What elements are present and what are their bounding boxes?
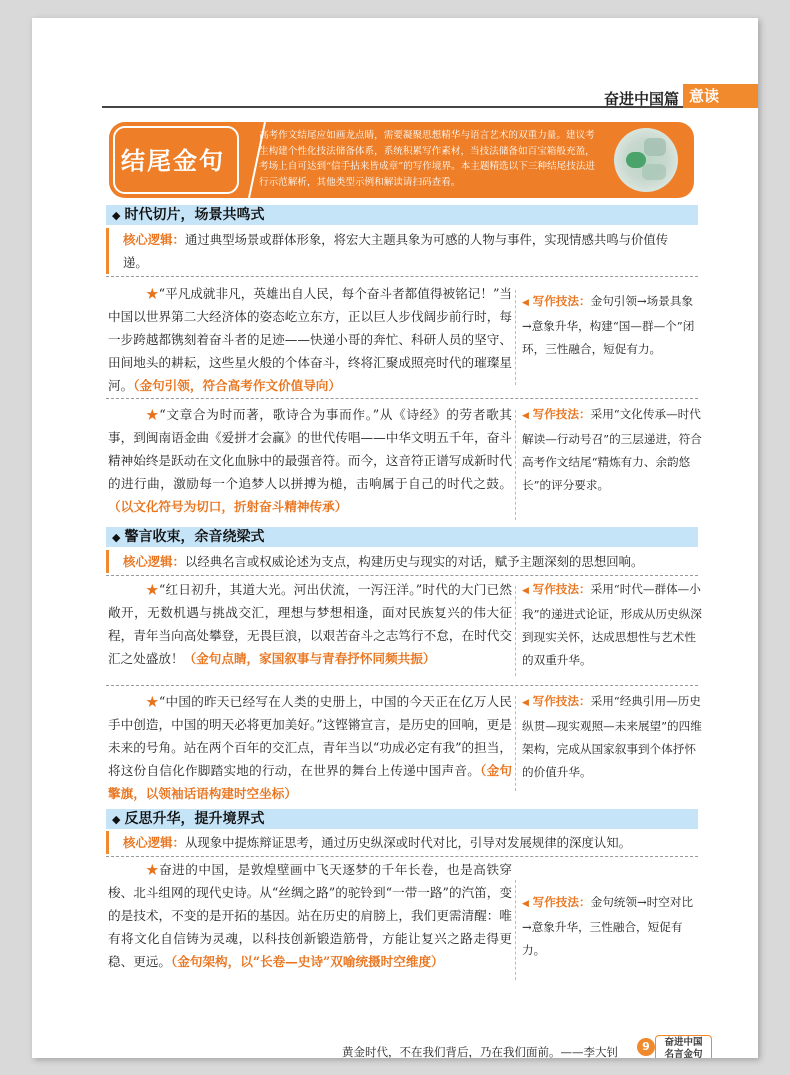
page-number: 9 (637, 1038, 655, 1056)
header-tag: 意读 (683, 84, 758, 108)
divider (515, 586, 516, 676)
triangle-icon: ◀ (522, 586, 529, 596)
section-heading: ◆ 时代切片，场景共鸣式 (106, 205, 698, 225)
diamond-icon: ◆ (112, 531, 121, 544)
triangle-icon: ◀ (522, 899, 529, 909)
example-paragraph: ★“平凡成就非凡，英雄出自人民，每个奋斗者都值得被铭记！”当中国以世界第二大经济体的姿态屹立东方，正以巨人步伐阔步前行时，每一步跨越都镌刻着奋斗者的足迹——快递小哥的奔忙、科研人员的坚守、田间地头的耕耘，这些星火般的个体奋斗，终将汇聚成照亮时代的璀璨星河。（金句引领，符合高考作文价值导向） (108, 286, 513, 393)
divider (106, 575, 698, 576)
star-icon: ★ (146, 582, 159, 597)
divider (515, 410, 516, 520)
banner-title: 结尾金句 (121, 147, 225, 175)
star-icon: ★ (146, 407, 160, 422)
divider (106, 398, 698, 399)
banner-intro: 高考作文结尾应如画龙点睛，需要凝聚思想精华与语言艺术的双重力量。建议考生构建个性化技法储备体系，系统积累写作素材，当技法储备如百宝箱般充盈，考场上自可达到“信手拈来皆成章”的写作境界。本主题精选以下三种结尾技法进行示范解析，其他类型示例和解读请扫码查看。 (259, 130, 595, 188)
core-logic: 核心逻辑：通过典型场景或群体形象，将宏大主题具象为可感的人物与事件，实现情感共鸣与价值传递。 (106, 228, 698, 274)
divider (515, 290, 516, 385)
diamond-icon: ◆ (112, 813, 121, 826)
writing-tip: ◀ 写作技法：金句引领→场景具象→意象升华，构建“国—群—个”闭环，三性融合，短促有力。 (522, 294, 695, 356)
star-icon: ★ (146, 694, 159, 709)
triangle-icon: ◀ (522, 411, 529, 421)
writing-tip: ◀ 写作技法：金句统领→时空对比→意象升华，三性融合，短促有力。 (522, 895, 694, 957)
divider (106, 276, 698, 277)
diamond-icon: ◆ (112, 209, 121, 222)
core-logic: 核心逻辑：从现象中提炼辩证思考，通过历史纵深或时代对比，引导对发展规律的深度认知。 (106, 831, 698, 854)
intro-banner (109, 122, 694, 198)
divider (515, 880, 516, 980)
divider (106, 856, 698, 857)
header-title: 奋进中国篇 (603, 90, 679, 108)
qr-code-icon[interactable] (614, 128, 678, 192)
divider (106, 685, 698, 686)
example-paragraph: ★“中国的昨天已经写在人类的史册上，中国的今天正在亿万人民手中创造，中国的明天必将更加美好。”这铿锵宣言，是历史的回响，更是未来的号角。站在两个百年的交汇点，青年当以“功成必定有我”的担当，将这份自信化作脚踏实地的行动，在世界的舞台上传递中国声音。（金句擎旗，以领袖话语构建时空坐标） (108, 694, 512, 801)
writing-tip: ◀ 写作技法：采用“时代—群体—小我”的递进式论证，形成从历史纵深到现实关怀，达成思想性与艺术性的双重升华。 (522, 582, 702, 667)
example-paragraph: ★奋进的中国，是敦煌壁画中飞天逐梦的千年长卷，也是高铁穿梭、北斗组网的现代史诗。从“丝绸之路”的驼铃到“一带一路”的汽笛，变的是技术，不变的是开拓的基因。站在历史的肩膀上，我们更需清醒：唯有将文化自信铸为灵魂，以科技创新锻造筋骨，方能让复兴之路走得更稳、更远。（金句架构，以“长卷—史诗”双喻统摄时空维度） (108, 862, 513, 969)
footer-quote: 黄金时代，不在我们背后，乃在我们面前。——李大钊 (342, 1045, 618, 1058)
footer-tag: 奋进中国 名言金句 (655, 1035, 712, 1058)
section-heading: ◆ 反思升华，提升境界式 (106, 809, 698, 829)
writing-tip: ◀ 写作技法：采用“文化传承—时代解读—行动号召”的三层递进，符合高考作文结尾“精炼有力、余韵悠长”的评分要求。 (522, 407, 702, 492)
star-icon: ★ (146, 286, 159, 301)
example-paragraph: ★“红日初升，其道大光。河出伏流，一泻汪洋。”时代的大门已然敞开，无数机遇与挑战交汇，理想与梦想相逢，面对民族复兴的伟大征程，青年当向高处攀登，无畏巨浪，以艰苦奋斗之志笃行不怠，在时代交汇之处盛放！（金句点睛，家国叙事与青春抒怀同频共振） (108, 582, 512, 666)
star-icon: ★ (146, 862, 160, 877)
section-heading: ◆ 警言收束，余音绕梁式 (106, 527, 698, 547)
page (32, 18, 758, 1058)
writing-tip: ◀ 写作技法：采用“经典引用—历史纵贯—现实观照—未来展望”的四维架构，完成从国家叙事到个体抒怀的价值升华。 (522, 694, 702, 779)
triangle-icon: ◀ (522, 298, 529, 308)
triangle-icon: ◀ (522, 698, 529, 708)
core-logic: 核心逻辑：以经典名言或权威论述为支点，构建历史与现实的对话，赋予主题深刻的思想回响。 (106, 550, 698, 573)
divider (515, 696, 516, 791)
example-paragraph: ★“文章合为时而著，歌诗合为事而作。”从《诗经》的劳者歌其事，到闽南语金曲《爱拼才会赢》的世代传唱——中华文明五千年，奋斗精神始终是跃动在文化血脉中的最强音符。而今，这音符正谱写成新时代的进行曲，激励每一个追梦人以拼搏为槌，击响属于自己的时代之鼓。（以文化符号为切口，折射奋斗精神传承） (108, 407, 513, 514)
